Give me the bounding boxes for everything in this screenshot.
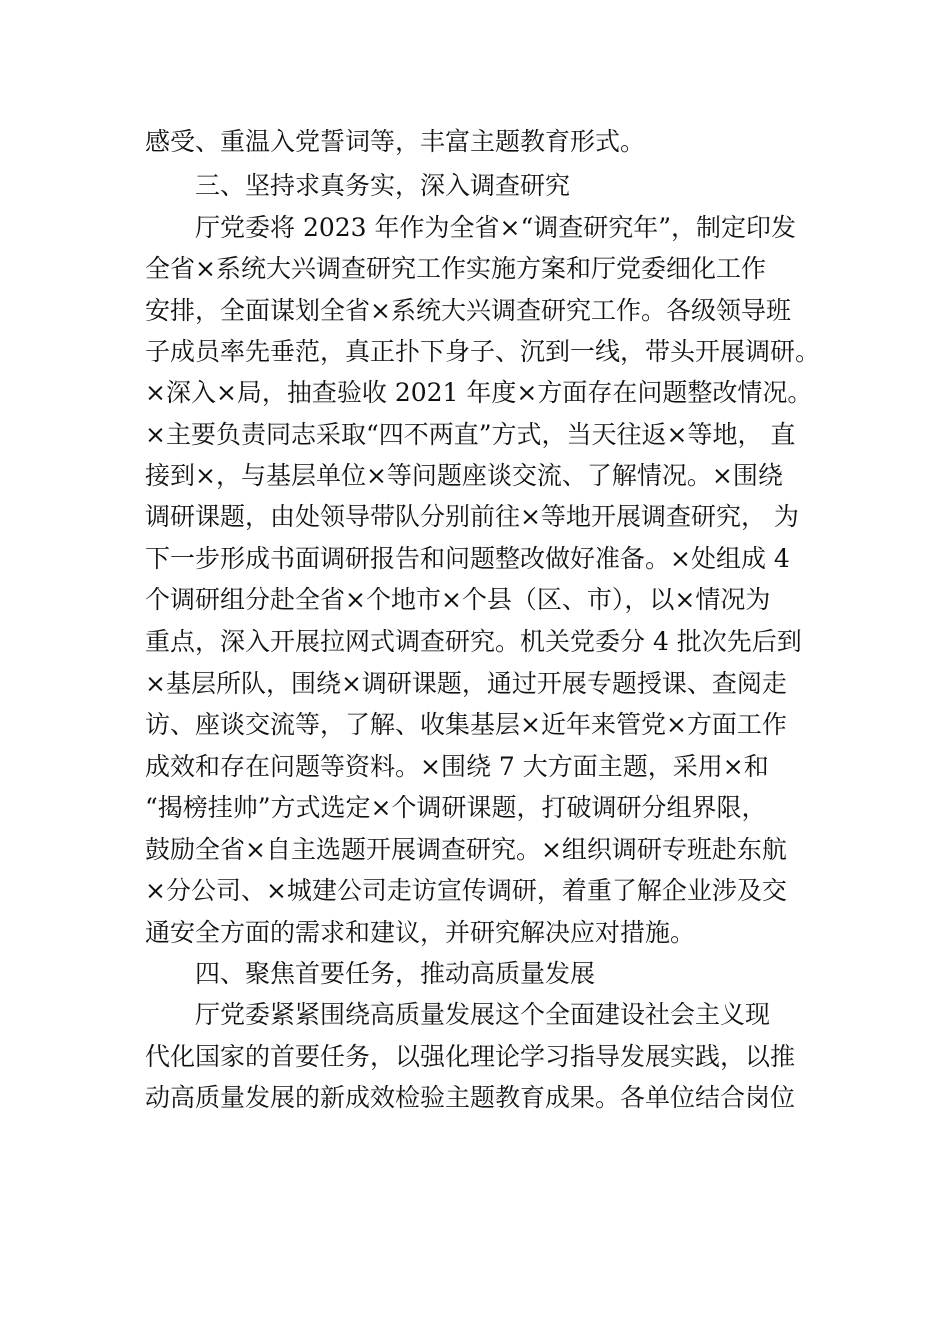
body-text-line: ×基层所队，围绕×调研课题，通过开展专题授课、查阅走 — [145, 669, 787, 698]
body-text-line: 全省×系统大兴调查研究工作实施方案和厅党委细化工作 — [145, 254, 766, 283]
body-text-line: 代化国家的首要任务，以强化理论学习指导发展实践，以推 — [145, 1042, 796, 1071]
body-text-line: 成效和存在问题等资料。×围绕 7 大方面主题，采用×和 — [145, 752, 769, 781]
body-text-line: 接到×，与基层单位×等问题座谈交流、了解情况。×围绕 — [145, 461, 783, 490]
body-text-line: 子成员率先垂范，真正扑下身子、沉到一线，带头开展调研。 — [145, 337, 821, 366]
body-text-line: 下一步形成书面调研报告和问题整改做好准备。×处组成 4 — [145, 544, 790, 573]
body-text-line: 个调研组分赴全省×个地市×个县（区、市），以×情况为 — [145, 585, 771, 614]
body-text-line: 厅党委紧紧围绕高质量发展这个全面建设社会主义现 — [195, 1000, 771, 1029]
body-text-line: 调研课题，由处领导带队分别前往×等地开展调查研究， 为 — [145, 502, 799, 531]
body-text-line: ×分公司、×城建公司走访宣传调研，着重了解企业涉及交 — [145, 876, 787, 905]
body-text-line: 通安全方面的需求和建议，并研究解决应对措施。 — [145, 918, 696, 947]
body-text-line: ×深入×局，抽查验收 2021 年度×方面存在问题整改情况。 — [145, 378, 813, 407]
body-text-line: 动高质量发展的新成效检验主题教育成果。各单位结合岗位 — [145, 1083, 796, 1112]
body-text-line: 重点，深入开展拉网式调查研究。机关党委分 4 批次先后到 — [145, 627, 802, 656]
body-text-line: 访、座谈交流等，了解、收集基层×近年来管党×方面工作 — [145, 710, 787, 739]
body-text-line: ×主要负责同志采取“四不两直”方式，当天往返×等地， 直 — [145, 420, 796, 449]
section-heading: 三、坚持求真务实，深入调查研究 — [195, 171, 571, 200]
body-text-line: 厅党委将 2023 年作为全省×“调查研究年”，制定印发 — [195, 213, 797, 242]
section-heading: 四、聚焦首要任务，推动高质量发展 — [195, 959, 596, 988]
body-text-line: 安排，全面谋划全省×系统大兴调查研究工作。各级领导班 — [145, 296, 791, 325]
body-text-line: 鼓励全省×自主选题开展调查研究。×组织调研专班赴东航 — [145, 835, 787, 864]
body-text-line: “揭榜挂帅”方式选定×个调研课题，打破调研分组界限， — [145, 793, 767, 822]
body-text-line: 感受、重温入党誓词等，丰富主题教育形式。 — [145, 127, 646, 156]
